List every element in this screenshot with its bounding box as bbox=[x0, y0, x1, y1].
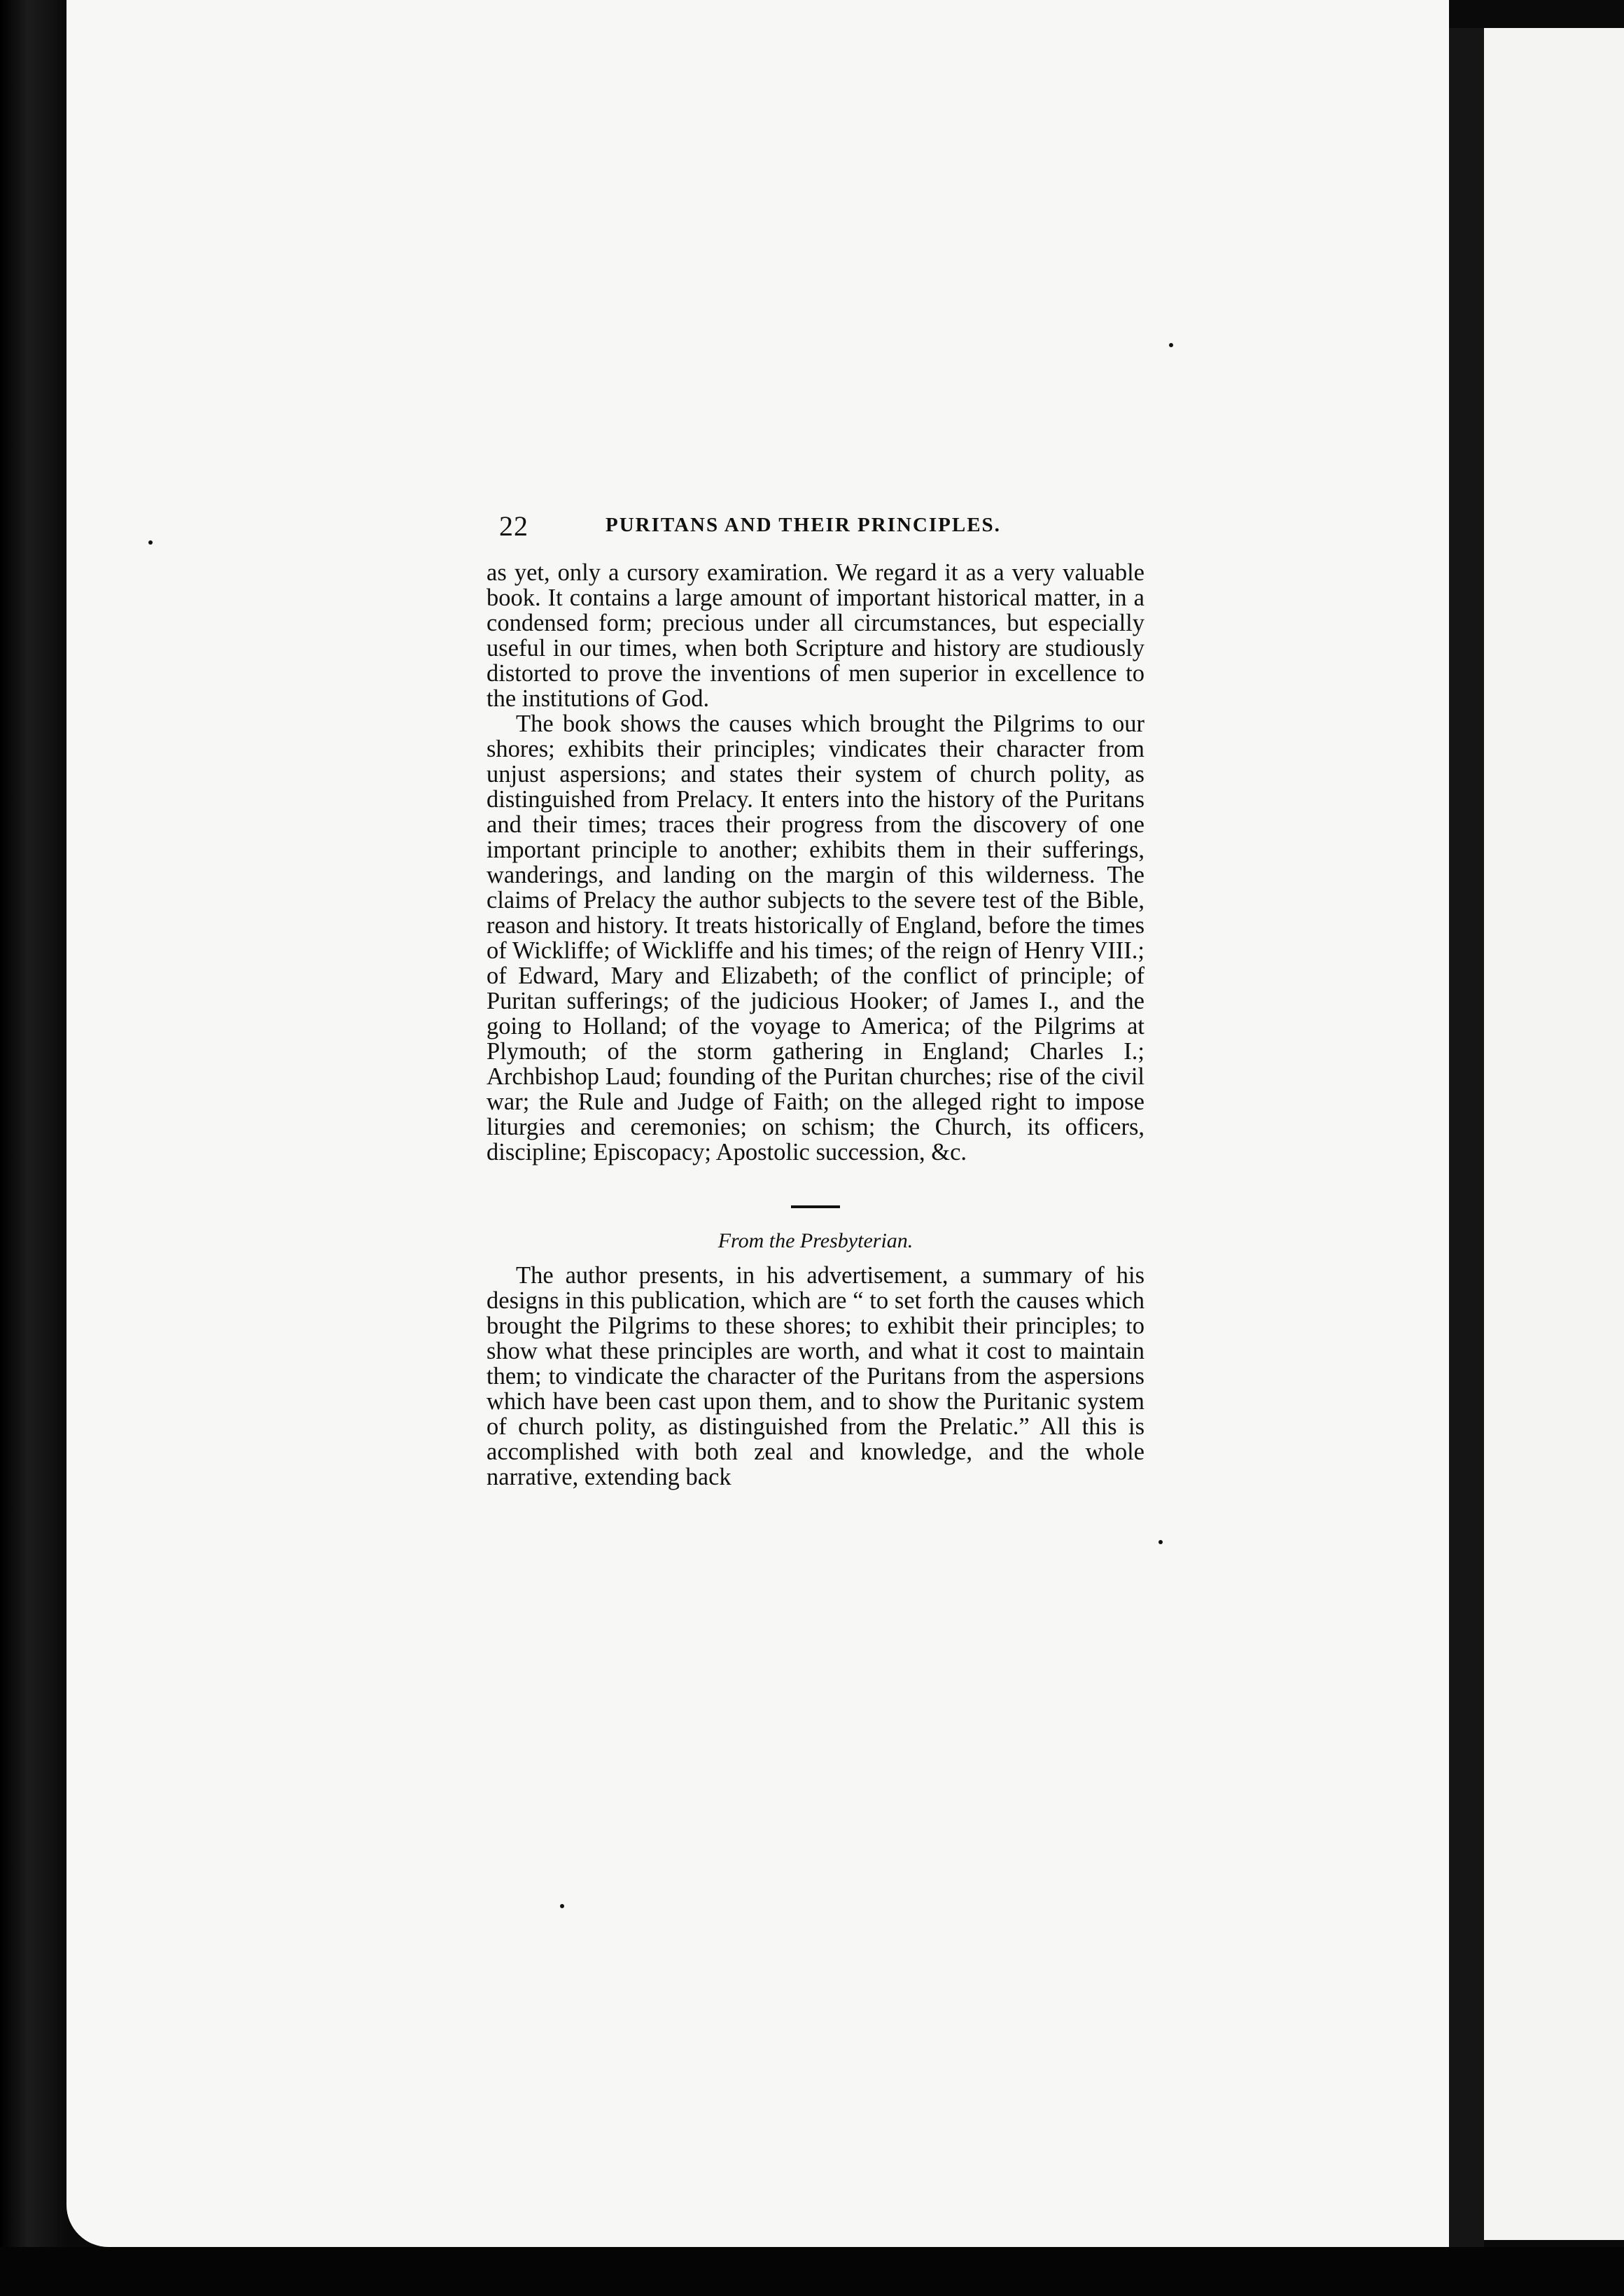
source-heading: From the Presbyterian. bbox=[718, 1229, 913, 1252]
running-head bbox=[486, 510, 1144, 549]
speck-mark bbox=[560, 1904, 564, 1908]
speck-mark bbox=[1169, 343, 1173, 347]
paragraph-presbyterian-review: The author presents, in his advertisement, a summary of his designs in this publication, which are “ to set forth the causes which brought the Pilgrims to these shores; to exhibit their principles; to show what these principles are worth, and what it cost to maintain them; to vindicate the character of the Puritans from the aspersions which have been cast upon them, and to show the Puritanic system of church polity, as distinguished from the Prelatic.” All this is accomplished with both zeal and knowledge, and the whole narrative, extending back bbox=[486, 1262, 1144, 1490]
page-gutter bbox=[1449, 28, 1484, 2254]
adjacent-page-edge bbox=[1484, 28, 1624, 2240]
speck-mark bbox=[148, 540, 153, 545]
speck-mark bbox=[1158, 1540, 1163, 1544]
binding-edge bbox=[0, 0, 66, 2296]
section-rule bbox=[791, 1205, 840, 1208]
paragraph-continuation: as yet, only a cursory examiration. We regard it as a very valuable book. It contains a large amount of important historical matter, in a condensed form; precious under all circumstances, but especially useful in our times, when both Scripture and history are studiously distorted to prove the inventions of men superior in excellence to the institutions of God. bbox=[486, 559, 1144, 712]
page-text-block bbox=[486, 510, 1144, 1490]
paragraph-book-summary: The book shows the causes which brought the Pilgrims to our shores; exhibits their principles; vindicates their character from unjust aspersions; and states their system of church polity, as distinguished from Prelacy. It enters into the history of the Puritans and their times; traces their progress from the discovery of one important principle to another; exhibits them in their sufferings, wanderings, and landing on the margin of this wilderness. The claims of Prelacy the author subjects to the severe test of the Bible, reason and history. It treats historically of England, before the times of Wickliffe; of Wickliffe and his times; of the reign of Henry VIII.; of Edward, Mary and Elizabeth; of the conflict of principle; of Puritan sufferings; of the judicious Hooker; of James I., and the going to Holland; of the voyage to America; of the Pilgrims at Plymouth; of the storm gathering in England; Charles I.; Archbishop Laud; founding of the Puritan churches; rise of the civil war; the Rule and Judge of Faith; on the alleged right to impose liturgies and ceremonies; on schism; the Church, its officers, discipline; Episcopacy; Apostolic succession, &c. bbox=[486, 710, 1144, 1166]
page-number: 22 bbox=[499, 510, 528, 542]
running-title: PURITANS AND THEIR PRINCIPLES. bbox=[606, 514, 1001, 536]
scan-bottom-edge bbox=[0, 2247, 1624, 2296]
